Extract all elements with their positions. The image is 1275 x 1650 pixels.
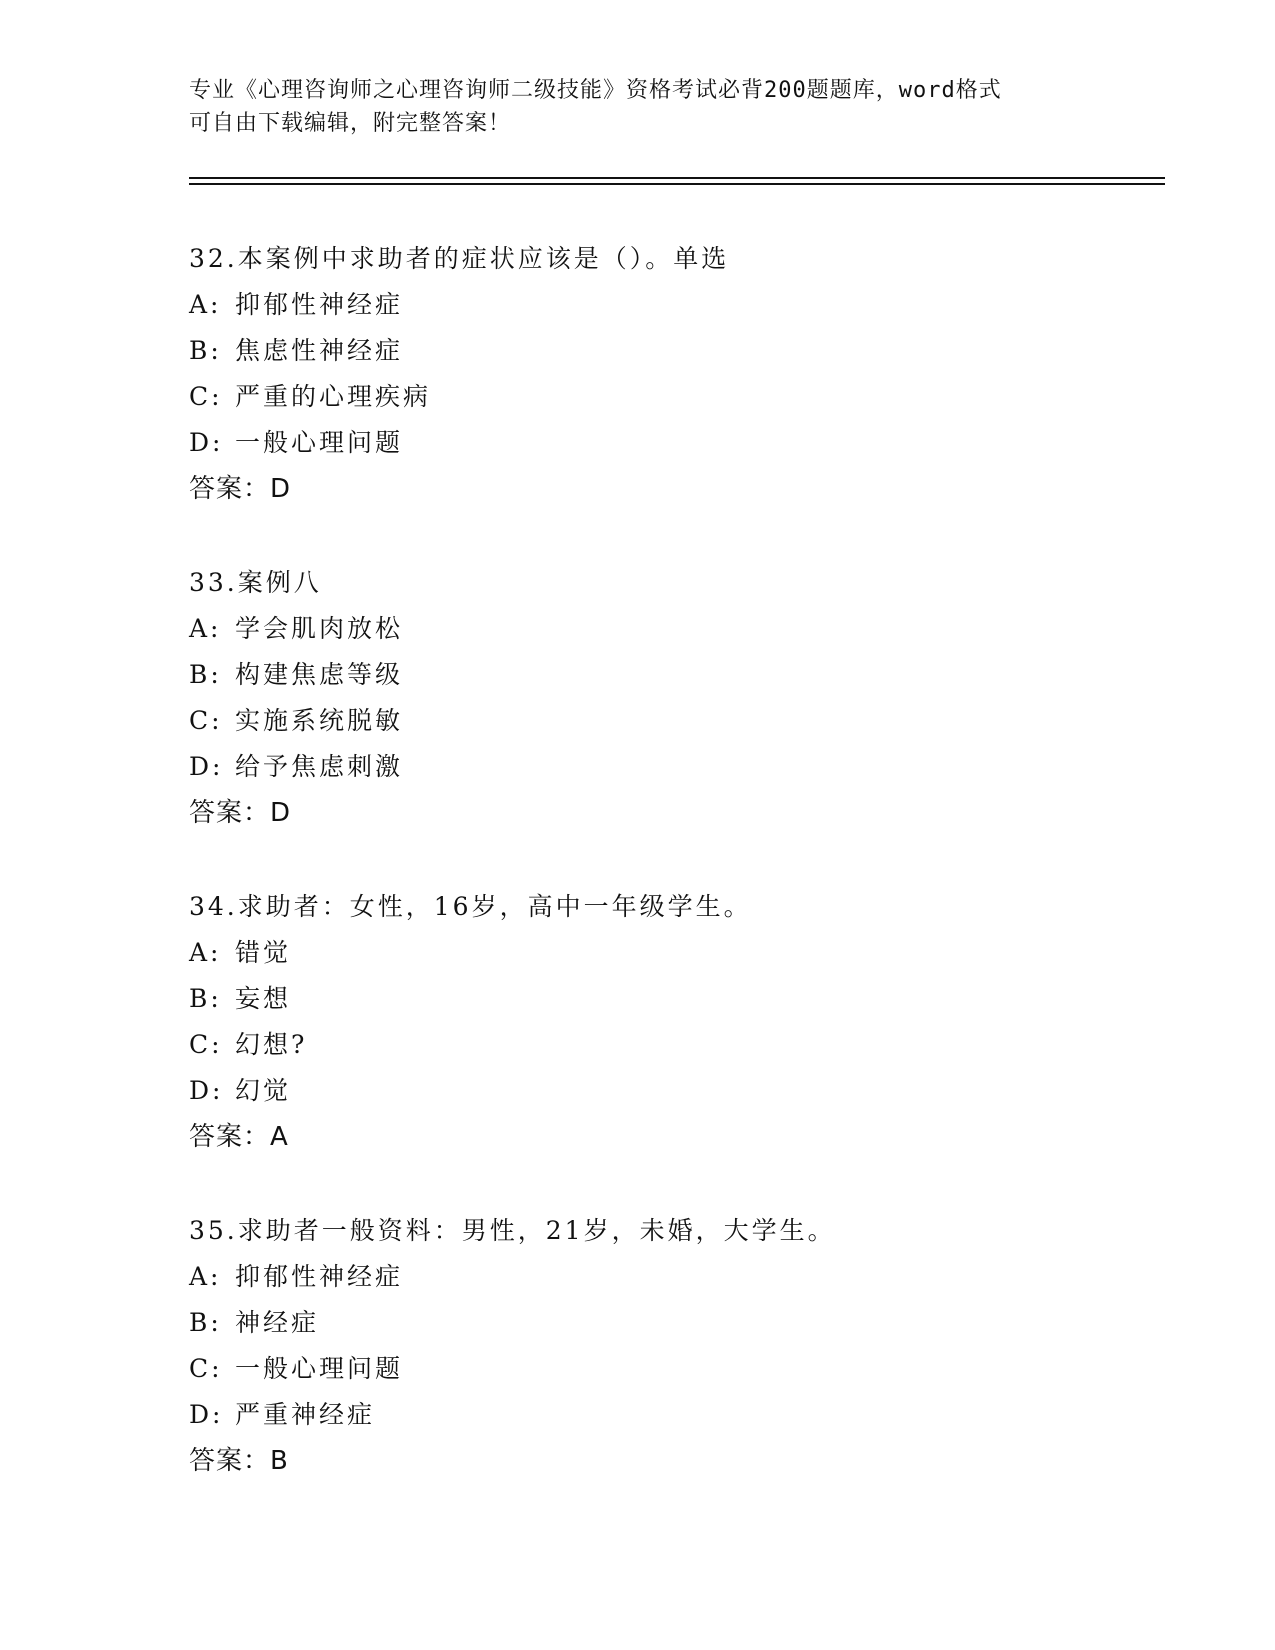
option-text: 错觉 (235, 938, 292, 967)
option-text: 给予焦虑刺激 (235, 752, 404, 781)
header-divider-top (189, 177, 1165, 179)
option-text: 学会肌肉放松 (235, 614, 404, 643)
question-35 (189, 1208, 1149, 1484)
option-text: 实施系统脱敏 (235, 706, 404, 735)
option-letter: D: (189, 428, 224, 457)
option-letter: A: (189, 938, 222, 967)
option-a (189, 282, 1149, 328)
option-text: 抑郁性神经症 (235, 1262, 404, 1291)
option-a (189, 606, 1149, 652)
option-letter: D: (189, 1400, 224, 1429)
option-b (189, 976, 1149, 1022)
option-b (189, 1300, 1149, 1346)
question-32 (189, 236, 1149, 512)
option-text: 抑郁性神经症 (235, 290, 404, 319)
option-text: 神经症 (235, 1308, 320, 1337)
option-letter: C: (189, 706, 223, 735)
option-d (189, 420, 1149, 466)
option-a (189, 930, 1149, 976)
option-text: 一般心理问题 (235, 1354, 404, 1383)
option-letter: D: (189, 752, 224, 781)
option-text: 幻觉 (235, 1076, 292, 1105)
option-text: 妄想 (235, 984, 292, 1013)
question-stem: 32.本案例中求助者的症状应该是（）。单选 (189, 244, 730, 273)
option-letter: C: (189, 1030, 223, 1059)
document-header (189, 74, 1089, 140)
option-letter: D: (189, 1076, 224, 1105)
option-text: 构建焦虑等级 (235, 660, 404, 689)
answer-line: 答案：D (189, 798, 292, 828)
question-stem: 34.求助者：女性，16岁，高中一年级学生。 (189, 892, 752, 921)
option-text: 一般心理问题 (235, 428, 404, 457)
answer-line: 答案：D (189, 474, 292, 504)
header-divider-bottom (189, 183, 1165, 185)
option-c (189, 374, 1149, 420)
option-text: 严重的心理疾病 (235, 382, 432, 411)
option-c (189, 698, 1149, 744)
option-letter: A: (189, 290, 222, 319)
question-34 (189, 884, 1149, 1160)
question-stem: 35.求助者一般资料：男性，21岁，未婚，大学生。 (189, 1216, 836, 1245)
option-a (189, 1254, 1149, 1300)
question-list (189, 236, 1149, 1532)
option-b (189, 328, 1149, 374)
option-text: 严重神经症 (235, 1400, 376, 1429)
option-c (189, 1022, 1149, 1068)
option-letter: B: (189, 984, 222, 1013)
question-33 (189, 560, 1149, 836)
option-b (189, 652, 1149, 698)
option-letter: C: (189, 382, 223, 411)
answer-line: 答案：B (189, 1446, 289, 1476)
option-d (189, 744, 1149, 790)
option-d (189, 1392, 1149, 1438)
option-letter: A: (189, 614, 222, 643)
option-letter: B: (189, 336, 222, 365)
option-c (189, 1346, 1149, 1392)
option-letter: B: (189, 1308, 222, 1337)
option-letter: A: (189, 1262, 222, 1291)
answer-line: 答案：A (189, 1122, 289, 1152)
question-stem: 33.案例八 (189, 568, 322, 597)
option-d (189, 1068, 1149, 1114)
option-text: 幻想? (235, 1030, 308, 1059)
header-line-1: 专业《心理咨询师之心理咨询师二级技能》资格考试必背200题题库，word格式 (189, 78, 1002, 103)
header-line-2: 可自由下载编辑，附完整答案！ (189, 111, 512, 136)
option-letter: C: (189, 1354, 223, 1383)
option-letter: B: (189, 660, 222, 689)
option-text: 焦虑性神经症 (235, 336, 404, 365)
